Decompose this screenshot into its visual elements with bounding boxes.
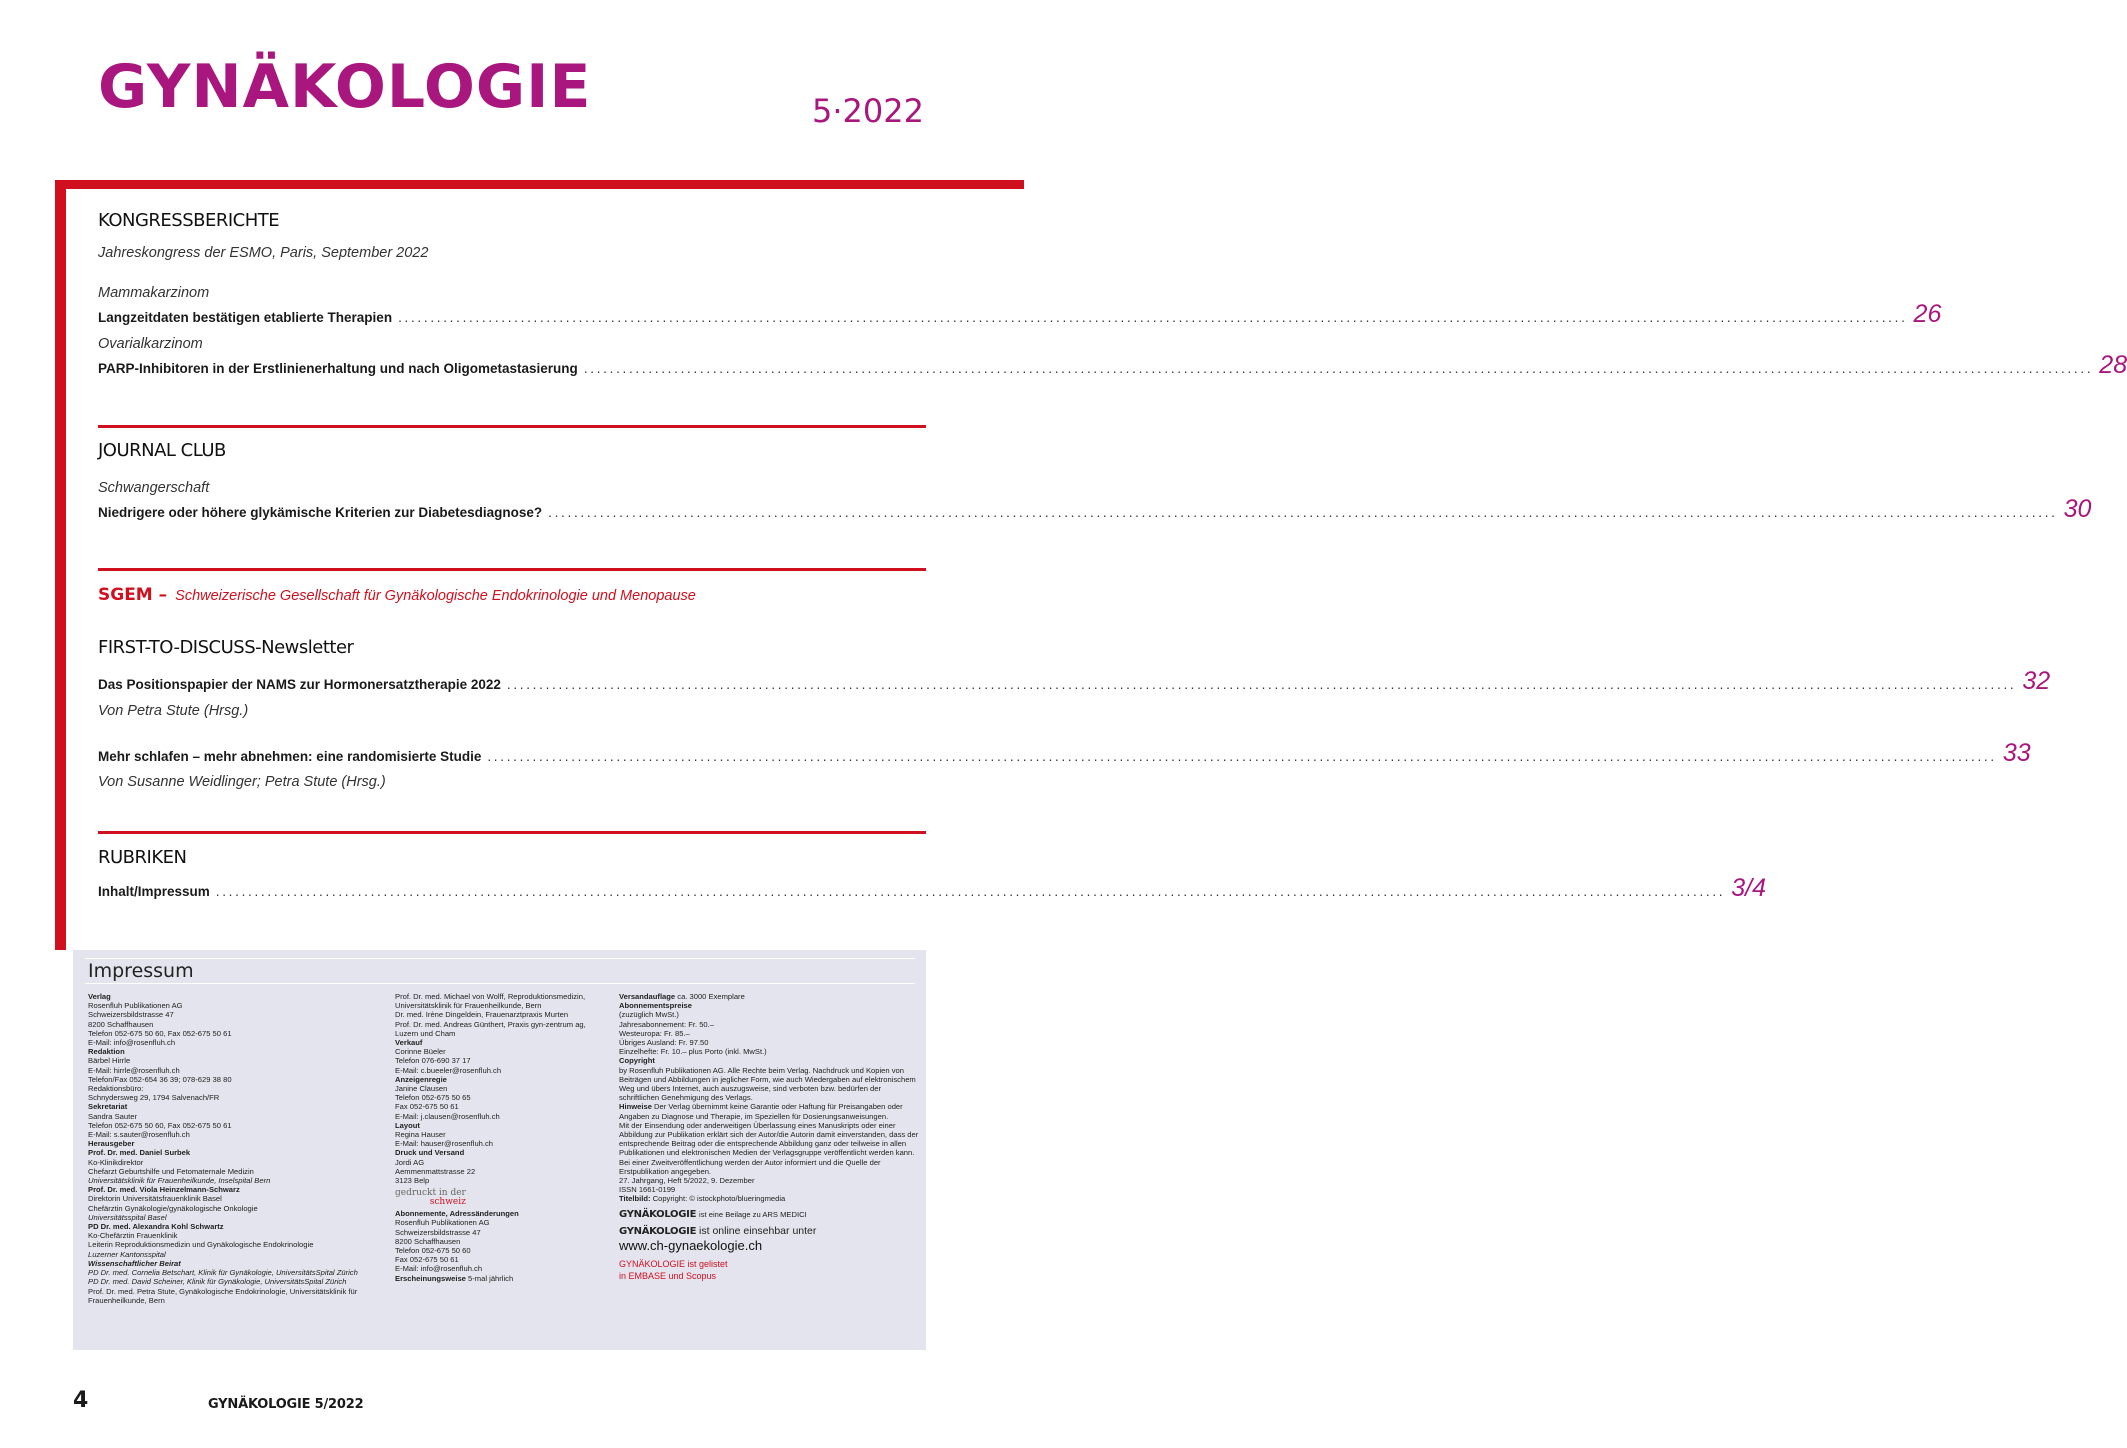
sgem-subtitle: Schweizerische Gesellschaft für Gynäkologische Endokrinologie und Menopause — [175, 588, 696, 604]
anzeigen-line: Telefon 052-675 50 65 — [395, 1093, 471, 1103]
anzeigen-line: Fax 052-675 50 61 — [395, 1102, 459, 1112]
toc-entry-title: Das Positionspapier der NAMS zur Hormonersatztherapie 2022 — [98, 677, 501, 692]
preise-heading: Abonnementspreise — [619, 1001, 693, 1011]
jahrgang-line: ISSN 1661-0199 — [619, 1185, 676, 1195]
sekretariat-line: E-Mail: s.sauter@rosenfluh.ch — [88, 1130, 190, 1140]
erscheinungsweise-heading: Erscheinungsweise — [395, 1273, 466, 1283]
toc-page-number: 26 — [1913, 300, 1942, 328]
entry-category: Mammakarzinom — [98, 285, 210, 301]
toc-entry-title: Inhalt/Impressum — [98, 884, 210, 899]
impressum-rule — [85, 983, 915, 984]
page-number: 4 — [73, 1388, 89, 1413]
druck-heading: Druck und Versand — [395, 1148, 465, 1158]
leader-dots: .......................................................................................................................................................................................................................................... — [487, 749, 1997, 764]
redaktion-line: E-Mail: hirrle@rosenfluh.ch — [88, 1065, 180, 1075]
section-heading-kongressberichte: KONGRESSBERICHTE — [98, 210, 280, 231]
verlag-line: Rosenfluh Publikationen AG — [88, 1001, 183, 1011]
leader-dots: .......................................................................................................................................................................................................................................... — [506, 677, 2017, 692]
erscheinungsweise-line — [395, 1274, 610, 1283]
preise-line: Jahresabonnement: Fr. 50.– — [619, 1019, 714, 1029]
issue-number: 5·2022 — [812, 92, 924, 130]
abo-line: Schweizersbildstrasse 47 — [395, 1227, 481, 1237]
toc-entry-title: Langzeitdaten bestätigen etablierte Therapien — [98, 310, 393, 325]
entry-category: Schwangerschaft — [98, 480, 210, 496]
impressum-rule — [85, 958, 915, 959]
entry-category: Ovarialkarzinom — [98, 336, 203, 352]
verlag-line: 8200 Schaffhausen — [88, 1019, 154, 1029]
section-divider — [98, 425, 926, 428]
section-heading-journal-club: JOURNAL CLUB — [98, 440, 226, 461]
redaktion-line: Bärbel Hirrle — [88, 1056, 131, 1066]
leader-dots: .......................................................................................................................................................................................................................................... — [583, 361, 2094, 376]
beirat-line: Prof. Dr. med. Petra Stute, Gynäkologische Endokrinologie, Universitätsklinik für Frauenheilkunde, Bern — [88, 1286, 358, 1305]
beirat-line: Dr. med. Irène Dingeldein, Frauenarztpraxis Murten — [395, 1010, 569, 1020]
sekretariat-line: Telefon 052-675 50 60, Fax 052-675 50 61 — [88, 1120, 232, 1130]
footer-journal: GYNÄKOLOGIE 5/2022 — [208, 1397, 364, 1412]
preise-line: Einzelhefte: Fr. 10.– plus Porto (inkl. MwSt.) — [619, 1047, 767, 1057]
hinweise-heading: Hinweise — [619, 1102, 652, 1112]
toc-page-number: 30 — [2063, 495, 2092, 523]
herausgeber-institution: Luzerner Kantonsspital — [88, 1249, 166, 1259]
redaktion-line: Telefon/Fax 052-654 36 39; 078-629 38 80 — [88, 1074, 232, 1084]
layout-line: E-Mail: hauser@rosenfluh.ch — [395, 1139, 494, 1149]
toc-page-number: 28 — [2099, 351, 2127, 379]
titelbild-heading: Titelbild: — [619, 1194, 651, 1204]
herausgeber-name: Prof. Dr. med. Viola Heinzelmann-Schwarz — [88, 1185, 240, 1195]
abo-line: Telefon 052-675 50 60 — [395, 1246, 471, 1256]
preise-line: (zuzüglich MwSt.) — [619, 1010, 679, 1020]
verlag-line: Telefon 052-675 50 60, Fax 052-675 50 61 — [88, 1028, 232, 1038]
abo-line: 8200 Schaffhausen — [395, 1236, 461, 1246]
online-line — [619, 1225, 919, 1238]
beirat-line: PD Dr. med. David Scheiner, Klinik für Gynäkologie, UniversitätsSpital Zürich — [88, 1277, 347, 1287]
auflage-value: ca. 3000 Exemplare — [677, 992, 745, 1001]
layout-heading: Layout — [395, 1120, 420, 1130]
toc-entry[interactable] — [98, 495, 2092, 523]
brand-name: GYNÄKOLOGIE — [619, 1225, 697, 1237]
hinweise-text — [619, 1102, 919, 1120]
abo-heading: Abonnemente, Adressänderungen — [395, 1209, 519, 1219]
impressum-box — [73, 950, 926, 1350]
abo-line: Rosenfluh Publikationen AG — [395, 1218, 490, 1228]
toc-entry[interactable] — [98, 874, 1767, 902]
redaktion-heading: Redaktion — [88, 1047, 125, 1057]
anzeigen-line: E-Mail: j.clausen@rosenfluh.ch — [395, 1111, 500, 1121]
gedruckt-in-der-schweiz-logo — [395, 1189, 466, 1207]
beirat-heading: Wissenschaftlicher Beirat — [88, 1258, 181, 1268]
verlag-line: E-Mail: info@rosenfluh.ch — [88, 1038, 176, 1048]
toc-entry-title: Mehr schlafen – mehr abnehmen: eine randomisierte Studie — [98, 749, 482, 764]
redaktion-line: Redaktionsbüro: — [88, 1084, 144, 1094]
beirat-line: Prof. Dr. med. Michael von Wolff, Reproduktionsmedizin, Universitätsklinik für Frauenheilkunde, Bern — [395, 992, 586, 1011]
toc-page-number: 32 — [2022, 667, 2051, 695]
verlag-heading: Verlag — [88, 992, 111, 1001]
toc-entry[interactable] — [98, 739, 2031, 767]
herausgeber-line: Chefarzt Geburtshilfe und Fetomaternale Medizin — [88, 1166, 254, 1176]
herausgeber-institution: Universitätsklinik für Frauenheilkunde, Inselspital Bern — [88, 1176, 271, 1186]
toc-page-number: 33 — [2002, 739, 2031, 767]
leader-dots: .......................................................................................................................................................................................................................................... — [215, 884, 1726, 899]
herausgeber-line: Ko-Chefärztin Frauenklinik — [88, 1231, 178, 1241]
herausgeber-line: Chefärztin Gynäkologie/gynäkologische Onkologie — [88, 1203, 258, 1213]
left-red-bar — [55, 180, 66, 950]
herausgeber-name: PD Dr. med. Alexandra Kohl Schwartz — [88, 1222, 224, 1232]
top-red-bar — [55, 180, 1024, 189]
verlag-line: Schweizersbildstrasse 47 — [88, 1010, 174, 1020]
preise-line: Westeuropa: Fr. 85.– — [619, 1028, 690, 1038]
impressum-title: Impressum — [88, 960, 194, 982]
druck-line: 3123 Belp — [395, 1176, 430, 1186]
sekretariat-line: Sandra Sauter — [88, 1111, 137, 1121]
druck-line: Jordi AG — [395, 1157, 425, 1167]
verkauf-line: Telefon 076-690 37 17 — [395, 1056, 471, 1066]
entry-author: Von Susanne Weidlinger; Petra Stute (Hrsg.) — [98, 774, 386, 790]
herausgeber-name: Prof. Dr. med. Daniel Surbek — [88, 1148, 191, 1158]
verkauf-line: Corinne Büeler — [395, 1047, 446, 1057]
copyright-text: by Rosenfluh Publikationen AG. Alle Rechte beim Verlag. Nachdruck und Kopien von Beiträgen und Abbildungen in jeglicher Form, wie auch Wiedergaben auf elektronischem Weg und übers Internet, auch auszugsweise, sind verboten bzw. bedürfen der schriftlichen Genehmigung des Verlags. — [619, 1065, 916, 1103]
entry-author: Von Petra Stute (Hrsg.) — [98, 703, 249, 719]
gelistet-line: GYNÄKOLOGIE ist gelistet — [619, 1258, 728, 1269]
impressum-column-3 — [619, 992, 919, 1282]
impressum-column-1 — [88, 992, 388, 1305]
auflage-heading: Versandauflage — [619, 992, 676, 1001]
redaktion-line: Schnydersweg 29, 1794 Salvenach/FR — [88, 1093, 220, 1103]
copyright-heading: Copyright — [619, 1056, 655, 1066]
verkauf-heading: Verkauf — [395, 1038, 423, 1048]
website-link[interactable]: www.ch-gynaekologie.ch — [619, 1237, 763, 1253]
hinweise-body: Der Verlag übernimmt keine Garantie oder Haftung für Preisangaben oder Angaben zu Diagnose und Therapie, im Speziellen für Dosierungsanweisungen. — [619, 1102, 903, 1121]
toc-page-number: 3/4 — [1731, 874, 1767, 902]
jahrgang-line: 27. Jahrgang, Heft 5/2022, 9. Dezember — [619, 1176, 755, 1186]
druck-line: Aemmenmattstrasse 22 — [395, 1166, 476, 1176]
titelbild-value: Copyright: © istockphoto/blueringmedia — [652, 1194, 786, 1204]
newsletter-heading: FIRST-TO-DISCUSS-Newsletter — [98, 637, 354, 658]
preise-line: Übriges Ausland: Fr. 97.50 — [619, 1038, 709, 1048]
sekretariat-heading: Sekretariat — [88, 1102, 128, 1112]
brand-name: GYNÄKOLOGIE — [619, 1208, 697, 1220]
herausgeber-institution: Universitätsspital Basel — [88, 1212, 167, 1222]
toc-entry-title: Niedrigere oder höhere glykämische Kriterien zur Diabetesdiagnose? — [98, 505, 543, 520]
beilage-line — [619, 1208, 919, 1221]
herausgeber-line: Direktorin Universitätsfrauenklinik Basel — [88, 1194, 222, 1204]
herausgeber-line: Leiterin Reproduktionsmedizin und Gynäkologische Endokrinologie — [88, 1240, 314, 1250]
online-text: ist online einsehbar unter — [699, 1224, 817, 1237]
leader-dots: .......................................................................................................................................................................................................................................... — [398, 310, 1908, 325]
herausgeber-heading: Herausgeber — [88, 1139, 135, 1149]
abo-line: Fax 052-675 50 61 — [395, 1255, 459, 1265]
manuskript-text: Mit der Einsendung oder anderweitigen Überlassung eines Manuskripts oder einer Abbildung zur Publikation erklärt sich der Autor/die Autorin damit einverstanden, dass der entsprechende Beitrag oder die entsprechende Abbildung ganz oder teilweise in allen Publikationen und elektronischen Medien der Verlagsgruppe veröffentlicht werden kann. Bei einer Zweitveröffentlichung werden der Autor informiert und die Quelle der Erstpublikation angegeben. — [619, 1120, 919, 1176]
erscheinungsweise-value: 5-mal jährlich — [468, 1273, 514, 1283]
abo-line: E-Mail: info@rosenfluh.ch — [395, 1264, 483, 1274]
logo-text: schweiz — [429, 1197, 466, 1208]
verkauf-line: E-Mail: c.bueeler@rosenfluh.ch — [395, 1065, 502, 1075]
impressum-column-2 — [395, 992, 610, 1283]
magazine-title: GYNÄKOLOGIE — [98, 52, 592, 122]
beirat-line: Prof. Dr. med. Andreas Günthert, Praxis gyn-zentrum ag, Luzern und Cham — [395, 1019, 586, 1038]
toc-entry-title: PARP-Inhibitoren in der Erstlinienerhaltung und nach Oligometastasierung — [98, 361, 578, 376]
leader-dots: .......................................................................................................................................................................................................................................... — [548, 505, 2058, 520]
anzeigen-line: Janine Clausen — [395, 1084, 448, 1094]
herausgeber-line: Ko-Klinikdirektor — [88, 1157, 144, 1167]
section-heading-rubriken: RUBRIKEN — [98, 847, 187, 868]
toc-entry[interactable] — [98, 667, 2051, 695]
beilage-text: ist eine Beilage zu ARS MEDICI — [699, 1209, 807, 1219]
auflage-line — [619, 992, 919, 1001]
titelbild-line — [619, 1194, 919, 1203]
section-divider — [98, 831, 926, 834]
toc-entry[interactable] — [98, 351, 2127, 379]
sgem-heading — [98, 585, 696, 605]
sgem-title: SGEM – — [98, 585, 168, 605]
gelistet-line: in EMBASE und Scopus — [619, 1270, 717, 1281]
layout-line: Regina Hauser — [395, 1130, 446, 1140]
toc-entry[interactable] — [98, 300, 1942, 328]
logo-text: gedruckt in der — [395, 1188, 466, 1199]
kongress-subtitle: Jahreskongress der ESMO, Paris, September 2022 — [98, 245, 429, 261]
anzeigen-heading: Anzeigenregie — [395, 1074, 447, 1084]
beirat-line: PD Dr. med. Cornelia Betschart, Klinik für Gynäkologie, UniversitätsSpital Zürich — [88, 1268, 358, 1278]
section-divider — [98, 568, 926, 571]
